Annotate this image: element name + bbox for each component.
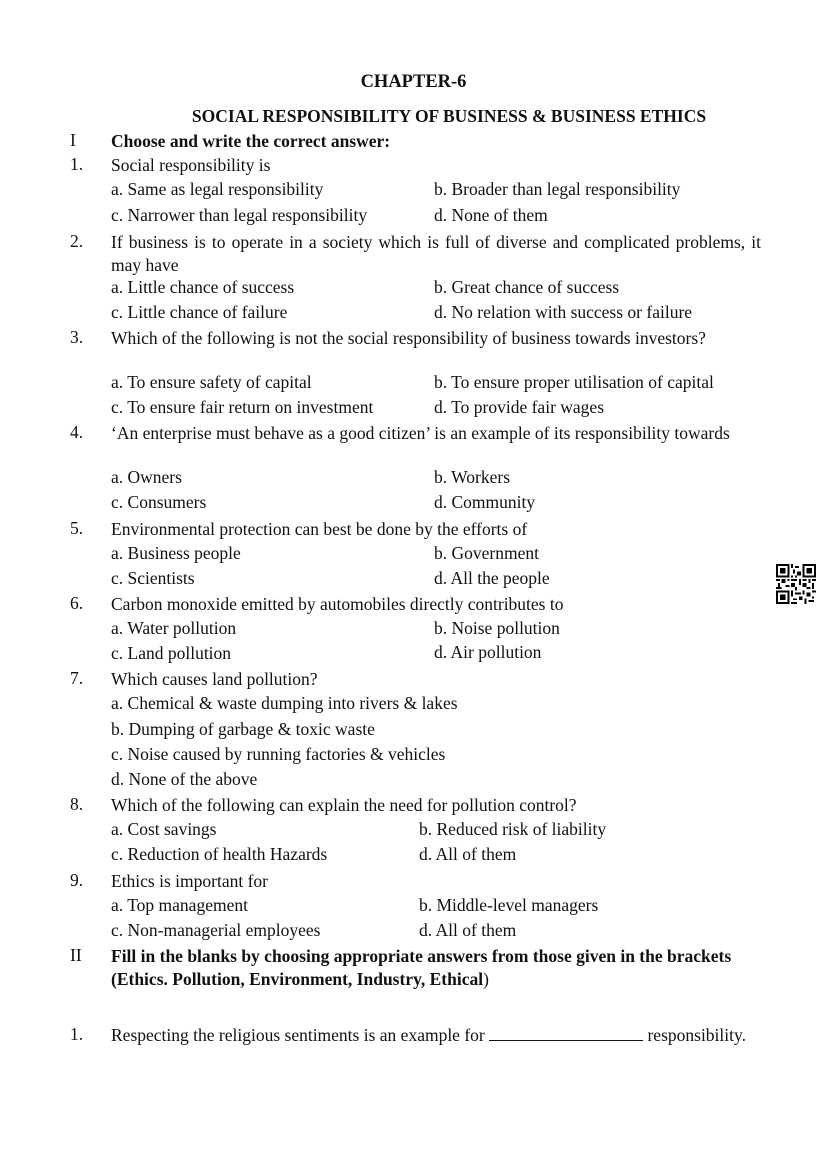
option-d: d. To provide fair wages [434, 397, 605, 417]
question-number: 3. [70, 327, 84, 347]
question-number: 8. [70, 794, 84, 814]
question-number: 9. [70, 870, 84, 890]
option-c: c. Scientists [111, 568, 195, 588]
question-number: 1. [70, 1024, 84, 1044]
option-d: d. Air pollution [434, 642, 542, 662]
section-number: II [70, 945, 82, 965]
option-d: d. None of the above [111, 769, 258, 789]
section-heading: Choose and write the correct answer: [111, 131, 391, 151]
option-a: a. Chemical & waste dumping into rivers & lakes [111, 693, 458, 713]
section-instruction: Fill in the blanks by choosing appropriate answers from those given in the brackets [111, 946, 732, 966]
answer-options-text: (Ethics. Pollution, Environment, Industry, Ethical [111, 969, 484, 989]
option-b: b. To ensure proper utilisation of capital [434, 372, 714, 392]
question-text: ‘An enterprise must behave as a good citizen’ is an example of its responsibility towards [111, 423, 730, 443]
option-b: b. Dumping of garbage & toxic waste [111, 719, 375, 739]
question-text: Which of the following is not the social responsibility of business towards investors? [111, 328, 706, 348]
option-d: d. None of them [434, 205, 548, 225]
option-d: d. No relation with success or failure [434, 302, 693, 322]
option-d: d. Community [434, 492, 536, 512]
option-b: b. Broader than legal responsibility [434, 179, 681, 199]
option-c: c. Little chance of failure [111, 302, 288, 322]
question-number: 5. [70, 518, 84, 538]
option-c: c. To ensure fair return on investment [111, 397, 374, 417]
option-c: c. Noise caused by running factories & vehicles [111, 744, 446, 764]
option-a: a. Same as legal responsibility [111, 179, 324, 199]
question-number: 4. [70, 422, 84, 442]
option-d: d. All of them [419, 920, 517, 940]
option-c: c. Narrower than legal responsibility [111, 205, 368, 225]
fill-text-after: responsibility. [647, 1025, 746, 1045]
option-c: c. Land pollution [111, 643, 232, 663]
option-b: b. Great chance of success [434, 277, 620, 297]
question-number: 7. [70, 668, 84, 688]
option-a: a. Water pollution [111, 618, 237, 638]
chapter-subtitle: SOCIAL RESPONSIBILITY OF BUSINESS & BUSINESS ETHICS [191, 106, 707, 126]
answer-options-close: ) [483, 969, 489, 989]
option-b: b. Middle-level managers [419, 895, 599, 915]
question-number: 1. [70, 154, 84, 174]
chapter-title: CHAPTER-6 [360, 72, 467, 92]
section-heading [111, 945, 761, 991]
option-b: b. Reduced risk of liability [419, 819, 607, 839]
fill-question-text [111, 1024, 761, 1047]
option-b: b. Noise pollution [434, 618, 560, 638]
question-text: Which causes land pollution? [111, 669, 318, 689]
question-number: 2. [70, 231, 84, 251]
option-b: b. Workers [434, 467, 511, 487]
option-c: c. Non-managerial employees [111, 920, 321, 940]
question-text: If business is to operate in a society which is full of diverse and complicated problems, it may have [111, 232, 761, 275]
question-text: Which of the following can explain the need for pollution control? [111, 795, 577, 815]
question-text: Environmental protection can best be done by the efforts of [111, 519, 528, 539]
option-d: d. All of them [419, 844, 517, 864]
option-d: d. All the people [434, 568, 550, 588]
answer-blank[interactable] [489, 1026, 643, 1041]
answer-options [111, 968, 761, 991]
section-number: I [70, 130, 76, 150]
option-a: a. Little chance of success [111, 277, 295, 297]
option-a: a. To ensure safety of capital [111, 372, 312, 392]
option-c: c. Consumers [111, 492, 207, 512]
qr-code-icon [776, 564, 816, 604]
question-text: Social responsibility is [111, 155, 271, 175]
question-number: 6. [70, 593, 84, 613]
option-a: a. Owners [111, 467, 182, 487]
option-a: a. Top management [111, 895, 248, 915]
question-text: Carbon monoxide emitted by automobiles directly contributes to [111, 594, 564, 614]
option-a: a. Business people [111, 543, 241, 563]
option-c: c. Reduction of health Hazards [111, 844, 328, 864]
question-text: Ethics is important for [111, 871, 268, 891]
fill-text-before: Respecting the religious sentiments is an example for [111, 1025, 485, 1045]
option-b: b. Government [434, 543, 539, 563]
option-a: a. Cost savings [111, 819, 217, 839]
